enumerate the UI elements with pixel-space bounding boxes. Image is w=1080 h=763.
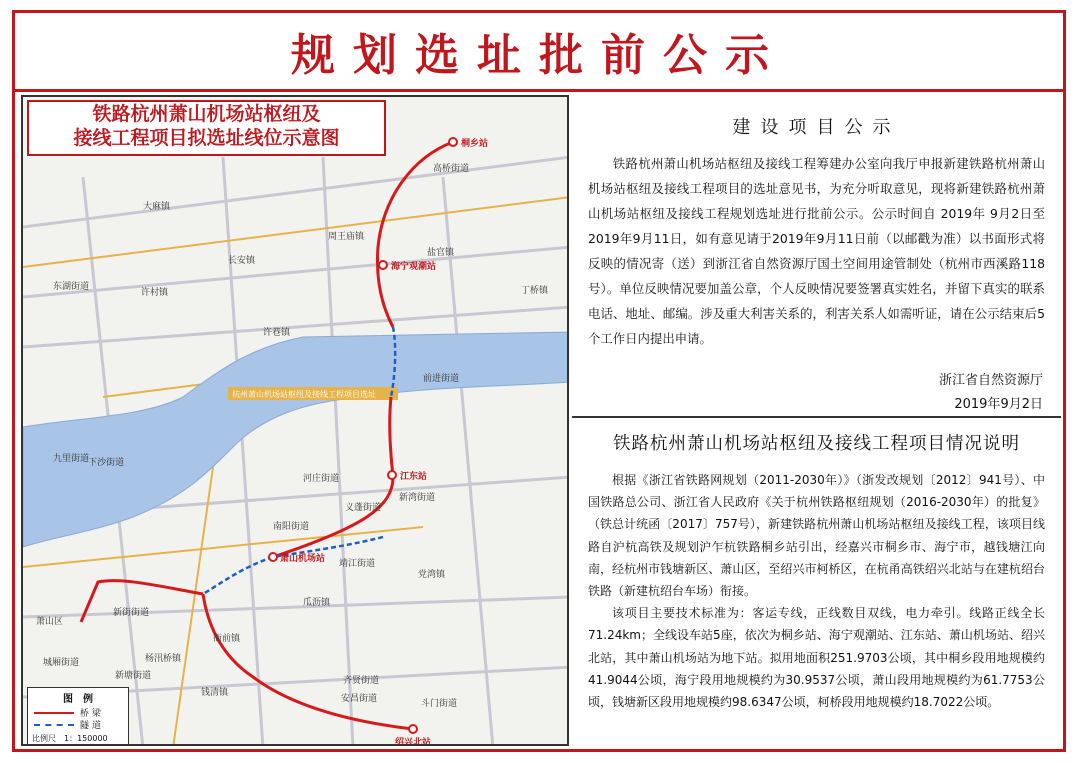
description-heading: 铁路杭州萧山机场站枢纽及接线工程项目情况说明	[613, 434, 1020, 454]
station-label: 绍兴北站	[395, 738, 432, 748]
svg-text:长安镇: 长安镇	[228, 256, 256, 266]
svg-text:九里街道: 九里街道	[53, 454, 90, 464]
rail-symbol	[34, 712, 74, 714]
legend-label: 隧 道	[80, 721, 101, 731]
tunnel-symbol	[34, 724, 74, 726]
svg-text:盐官镇: 盐官镇	[427, 248, 455, 258]
svg-text:东湖街道: 东湖街道	[53, 282, 90, 292]
description-section	[572, 418, 1061, 746]
legend-row-tunnel	[34, 718, 101, 731]
notice-date: 2019年9月2日	[954, 397, 1043, 412]
svg-text:丁桥镇: 丁桥镇	[521, 286, 549, 296]
svg-text:许巷镇: 许巷镇	[263, 328, 291, 338]
svg-text:斗门街道: 斗门街道	[421, 699, 458, 709]
svg-text:前进街道: 前进街道	[423, 374, 460, 384]
svg-text:新街街道: 新街街道	[113, 608, 150, 618]
svg-text:党湾镇: 党湾镇	[418, 570, 446, 580]
svg-text:高桥街道: 高桥街道	[433, 164, 470, 174]
svg-text:新湾街道: 新湾街道	[399, 493, 436, 503]
svg-text:齐贤街道: 齐贤街道	[343, 676, 380, 686]
svg-text:萧山区: 萧山区	[36, 617, 64, 627]
map-title	[27, 100, 386, 156]
notice-org: 浙江省自然资源厅	[938, 373, 1043, 388]
legend-label: 桥 梁	[80, 709, 101, 719]
river-label: 杭州萧山机场站枢纽及接线工程项目选址	[232, 390, 376, 399]
route-map	[21, 95, 569, 746]
legend-title: 图 例	[63, 694, 93, 705]
station-label: 海宁观潮站	[391, 262, 437, 272]
svg-text:钱清镇: 钱清镇	[201, 688, 229, 698]
description-paragraph: 该项目主要技术标准为：客运专线，正线数目双线，电力牵引。线路正线全长71.24km；全线设车站5座，依次为桐乡站、海宁观潮站、江东站、萧山机场站、绍兴北站，其中萧山机场站为地下站。拟用地面积251.9703公顷，其中桐乡段用地规模约41.9044公顷，海宁段用地规模约为30.9537公顷，萧山段用地规模约为61.7753公顷，钱塘新区段用地规模约98.6347公顷，柯桥段用地规模约18.7022公顷。	[588, 606, 1045, 710]
svg-text:大麻镇: 大麻镇	[143, 202, 171, 212]
banner-title: 规划选址批前公示	[15, 13, 1063, 92]
svg-text:周王庙镇: 周王庙镇	[328, 232, 365, 242]
svg-text:许村镇: 许村镇	[141, 288, 169, 298]
notice-body: 铁路杭州萧山机场站枢纽及接线工程筹建办公室向我厅申报新建铁路杭州萧山机场站枢纽及接线工程项目的选址意见书，为充分听取意见，现将新建铁路杭州萧山机场站枢纽及接线工程规划选址进行批前公示。公示时间自 2019年 9月2日至2019年9月11日，如有意见请于2019年9月11日前（以邮戳为准）以书面形式将反映的情况寄（送）到浙江省自然资源厅国土空间用途管制处（杭州市西溪路118号）。单位反映情况要加盖公章，个人反映情况要签署真实姓名，并留下真实的联系电话、地址、邮编。涉及重大利害关系的，利害关系人如需听证，请在公示结束后5个工作日内提出申请。	[588, 156, 1045, 346]
svg-text:衙前镇: 衙前镇	[213, 634, 241, 644]
map-title-line: 接线工程项目拟选址线位示意图	[73, 127, 340, 149]
map-canvas	[23, 97, 569, 746]
text-panel	[572, 95, 1061, 746]
station-label: 桐乡站	[461, 139, 489, 149]
map-legend	[27, 687, 129, 746]
svg-text:城厢街道: 城厢街道	[43, 658, 80, 668]
description-paragraph: 根据《浙江省铁路网规划（2011-2030年）》（浙发改规划〔2012〕941号）、中国铁路总公司、浙江省人民政府《关于杭州铁路枢纽规划（2016-2030年）的批复》（铁总计统函〔2017〕757号），新建铁路杭州萧山机场站枢纽及接线工程，该项目线路自沪杭高铁及规划沪乍杭铁路桐乡站引出，经嘉兴市桐乡市、海宁市，越钱塘江向南，经杭州市钱塘新区、萧山区，至绍兴市柯桥区，在杭甬高铁绍兴北站与在建杭绍台铁路（新建杭绍台车场）衔接。	[588, 473, 1045, 599]
svg-text:下沙街道: 下沙街道	[88, 458, 125, 468]
notice-heading: 建设项目公示	[732, 117, 901, 138]
station-label: 江东站	[400, 472, 428, 482]
svg-text:新塘街道: 新塘街道	[115, 671, 152, 681]
svg-text:瓜沥镇: 瓜沥镇	[303, 598, 331, 608]
svg-text:河庄街道: 河庄街道	[303, 474, 340, 484]
svg-text:义蓬街道: 义蓬街道	[345, 503, 382, 513]
svg-text:安昌街道: 安昌街道	[341, 694, 378, 704]
notice-board	[12, 10, 1066, 752]
legend-scale: 比例尺 1：150000	[32, 734, 108, 743]
map-title-line: 铁路杭州萧山机场站枢纽及	[92, 103, 321, 125]
svg-text:靖江街道: 靖江街道	[339, 559, 376, 569]
svg-text:杨汛桥镇: 杨汛桥镇	[145, 654, 182, 664]
svg-text:南阳街道: 南阳街道	[273, 522, 310, 532]
notice-section	[572, 95, 1061, 418]
station-label: 萧山机场站	[280, 554, 326, 564]
